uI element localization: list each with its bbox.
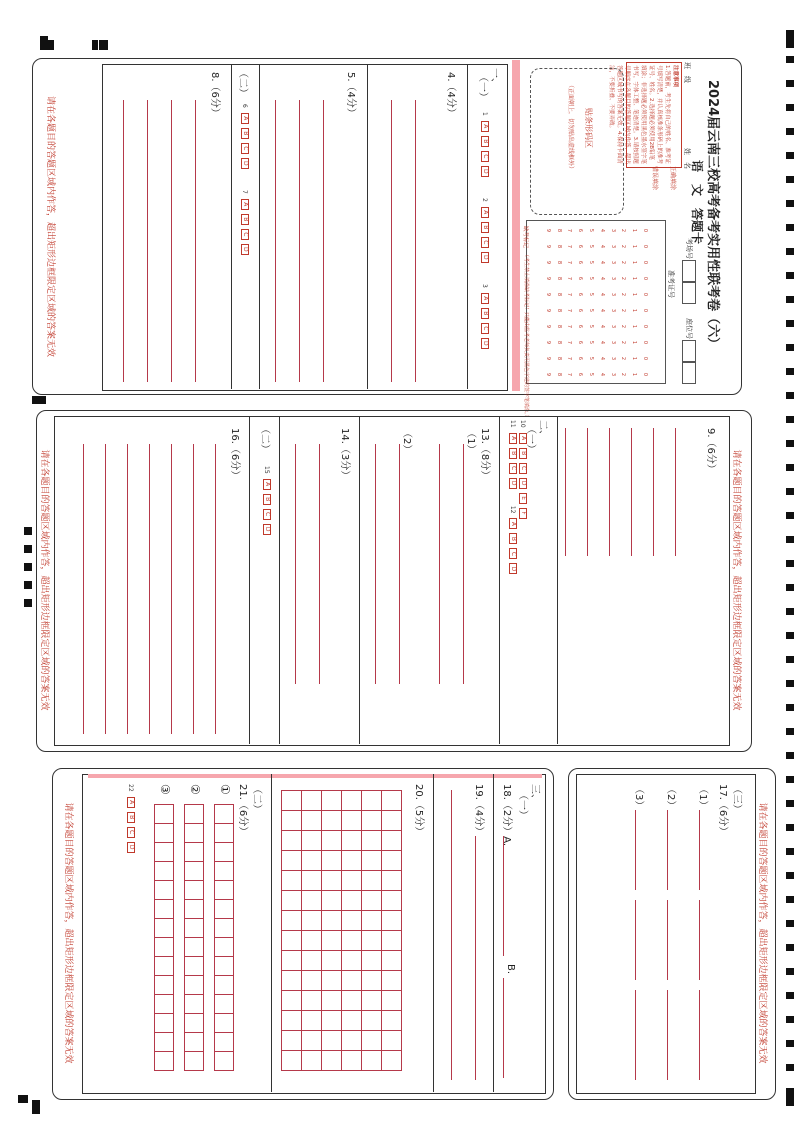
answer-line[interactable] [565,428,566,556]
mc-row[interactable]: 1ABCD 2ABCD 3ABCD [479,112,490,353]
timing-mark [786,896,794,903]
exam-room-label: 考场号 [685,238,693,259]
digit-column[interactable]: 0 1 2 3 4 5 6 7 8 9 [544,372,648,377]
q17-part3: （3） [633,784,644,811]
timing-mark [786,1088,794,1106]
timing-mark [786,704,794,711]
timing-mark [786,800,794,807]
answer-line[interactable] [147,100,148,382]
boundary-warning: 请在各题目的答题区域内作答，超出矩形边框限定区域的答案无效 [757,802,767,1064]
divider [279,416,280,744]
side-mark [48,40,54,50]
timing-mark [786,728,794,735]
mc-row[interactable]: 22ABCD [125,784,136,857]
section2-sub1: （一） [525,424,536,454]
answer-line[interactable] [171,100,172,382]
answer-line[interactable] [635,900,636,980]
timing-mark [786,824,794,831]
timing-mark [786,680,794,687]
side-mark [24,581,32,589]
answer-line[interactable] [667,990,668,1080]
q17-label: 17.（6分） [717,784,728,837]
timing-mark [786,920,794,927]
answer-line[interactable] [299,100,300,382]
digit-column[interactable]: 0 1 2 3 4 5 6 7 8 9 [544,356,648,361]
timing-mark [786,80,794,87]
q21-circle3: ③ [158,784,172,795]
q16-label: 16.（6分） [229,428,240,481]
section3-heading: 三、 [529,784,540,804]
answer-line[interactable] [503,978,504,1078]
timing-mark [786,392,794,399]
q8-label: 8.（6分） [209,72,220,118]
timing-mark [786,224,794,231]
subject-title: 语 文 答题卡 [690,160,704,245]
timing-mark [786,272,794,279]
side-mark [24,599,32,607]
answer-line[interactable] [667,810,668,890]
timing-mark [786,776,794,783]
timing-mark [786,608,794,615]
digit-column[interactable]: 0 1 2 3 4 5 6 7 8 9 [544,292,648,297]
section2-box [54,416,730,746]
timing-mark [786,656,794,663]
digit-column[interactable]: 0 1 2 3 4 5 6 7 8 9 [544,244,648,249]
divider [557,416,558,744]
timing-mark [786,848,794,855]
timing-mark [786,30,794,48]
q21-label: 21.（6分） [237,784,248,837]
writing-grid[interactable] [214,804,234,1071]
timing-mark [786,248,794,255]
barcode-label: 贴条形码区 [584,108,593,148]
timing-mark [786,152,794,159]
section3-sub1: （一） [517,790,528,820]
timing-mark [786,464,794,471]
side-mark [18,1095,28,1103]
answer-line[interactable] [195,100,196,382]
answer-line[interactable] [475,836,476,1080]
section1-sub2: （二） [237,68,248,98]
exam-room-box[interactable] [682,282,696,304]
answer-line[interactable] [503,836,504,956]
answer-line[interactable] [319,444,320,684]
timing-mark [786,992,794,999]
divider [359,416,360,744]
section2-heading: 二、 [537,420,548,440]
timing-mark [786,512,794,519]
digit-column[interactable]: 0 1 2 3 4 5 6 7 8 9 [544,260,648,265]
seat-label: 座位号 [685,318,693,339]
timing-mark [786,104,794,111]
timing-mark [786,320,794,327]
divider [231,64,232,389]
answer-line[interactable] [295,444,296,684]
timing-mark [786,440,794,447]
corner-mark [32,1100,40,1114]
answer-line[interactable] [105,444,106,734]
answer-line[interactable] [83,444,84,734]
digit-column[interactable]: 0 1 2 3 4 5 6 7 8 9 [544,308,648,313]
digit-column[interactable]: 0 1 2 3 4 5 6 7 8 9 [544,340,648,345]
side-mark [42,40,48,50]
divider [493,774,494,1092]
barcode-note: （正面朝上，切勿贴出虚线框外） [567,82,574,173]
timing-mark [786,200,794,207]
answer-line[interactable] [275,100,276,382]
q13-label: 13.（8分） [479,428,490,481]
answer-line[interactable] [631,428,632,556]
mc-row[interactable]: 15ABCD [261,466,272,539]
answer-line[interactable] [609,428,610,556]
timing-mark [786,944,794,951]
answer-line[interactable] [699,810,700,890]
timing-mark [786,536,794,543]
exam-title: 2024届云南三校高考备考实用性联考卷（六） [705,80,720,351]
section2-sub2: （二） [259,424,270,454]
q14-label: 14.（3分） [339,428,350,481]
answer-line[interactable] [171,444,172,734]
class-label: 班 级 [683,62,691,83]
answer-line[interactable] [215,444,216,734]
name-label: 姓 名 [683,148,691,169]
q18-label: 18.（2分）A. [501,784,512,847]
side-mark [99,40,104,50]
answer-line[interactable] [699,900,700,980]
timing-mark [786,344,794,351]
absent-label: 缺考标记 [522,226,528,249]
q9-label: 9.（6分） [705,428,716,474]
answer-line[interactable] [653,428,654,556]
timing-mark [786,1040,794,1047]
seat-box[interactable] [682,362,696,384]
writing-grid[interactable] [154,804,174,1071]
section-bar [88,774,542,778]
answer-line[interactable] [635,990,636,1080]
answer-line[interactable] [635,810,636,890]
section-bar [512,60,520,391]
q17-sub3: （三） [731,784,742,814]
timing-mark [786,872,794,879]
boundary-warning: 请在各题目的答题区域内作答，超出矩形边框限定区域的答案无效 [45,95,55,357]
q21-circle2: ② [188,784,202,795]
q5-label: 5.（4分） [345,72,356,118]
timing-mark [786,1064,794,1071]
timing-mark [786,632,794,639]
answer-line[interactable] [127,444,128,734]
absent-note: （考生禁止填涂缺考标记！只能由监考老师负责用黑色字迹的签字笔填涂。） [523,252,529,420]
mc-row[interactable]: 6ABCD 7ABCD [239,104,250,259]
q4-label: 4.（4分） [445,72,456,118]
answer-line[interactable] [375,444,376,684]
answer-line[interactable] [451,790,452,1080]
mc-row[interactable]: 11ABCD 12ABCD [507,420,518,578]
q17-part1: （1） [697,784,708,811]
answer-line[interactable] [415,100,416,382]
timing-mark [786,584,794,591]
timing-mark [786,176,794,183]
answer-line[interactable] [699,990,700,1080]
answer-line[interactable] [587,428,588,556]
q17-part2: （2） [665,784,676,811]
fill-example-title: 正确填涂 [669,166,676,191]
side-mark [24,545,32,553]
answer-line[interactable] [323,100,324,382]
q13-part2: （2） [401,428,412,455]
notes-box: 注意事项 1.答题前，考生先将自己的姓名、准考证号填写清楚，并认真核准条形码上的准考证号、姓名。2.选择题必须使用2B铅笔填涂；非选择题必须使用黑色墨水签字笔书写，字体工整、笔迹清楚。3.请按照题号顺序在各题目的答题区域内作答，超出答题区域书写的答案无效。4.保持卡面清洁，不要折叠、不要弄破。 [626,62,682,168]
digit-column[interactable]: 0 1 2 3 4 5 6 7 8 9 [544,276,648,281]
timing-mark [786,488,794,495]
divider [467,64,468,389]
timing-mark [786,128,794,135]
timing-mark [786,752,794,759]
q18-b: B. [505,964,516,975]
divider [271,774,272,1092]
section3-sub2: （二） [251,784,262,814]
admission-label: 准考证号 [667,270,675,298]
timing-mark [786,416,794,423]
answer-line[interactable] [391,100,392,382]
side-mark [32,396,46,404]
section1-sub1: （一） [477,72,488,102]
writing-grid[interactable] [184,804,204,1071]
answer-line[interactable] [439,444,440,684]
timing-mark [786,968,794,975]
answer-line[interactable] [675,428,676,556]
answer-line[interactable] [667,900,668,980]
timing-mark [786,56,794,63]
timing-mark [786,296,794,303]
divider [259,64,260,389]
digit-column[interactable]: 0 1 2 3 4 5 6 7 8 9 [544,228,648,233]
digit-column[interactable]: 0 1 2 3 4 5 6 7 8 9 [544,324,648,329]
divider [433,774,434,1092]
timing-mark [786,368,794,375]
exam-room-box[interactable] [682,260,696,282]
q13-part1: （1） [465,428,476,455]
q19-label: 19.（4分） [473,784,484,837]
barcode-area [530,68,624,215]
answer-line[interactable] [149,444,150,734]
q21-circle1: ① [218,784,232,795]
seat-box[interactable] [682,340,696,362]
side-mark [24,527,32,535]
boundary-warning: 请在各题目的答题区域内作答，超出矩形边框限定区域的答案无效 [731,449,741,711]
divider [499,416,500,744]
timing-mark [786,1016,794,1023]
answer-line[interactable] [463,444,464,684]
q20-label: 20.（5分） [413,784,424,837]
answer-line[interactable] [399,444,400,684]
divider [367,64,368,389]
divider [249,416,250,744]
fill-example-wrong: 错误填涂 [651,166,658,191]
boundary-warning: 请在各题目的答题区域内作答，超出矩形边框限定区域的答案无效 [39,449,49,711]
section1-heading: 一、 [489,68,500,88]
answer-line[interactable] [123,100,124,382]
writing-grid[interactable] [281,790,402,1071]
answer-line[interactable] [193,444,194,734]
mc-row[interactable]: 10ABCDEF [517,420,528,523]
boundary-warning: 请在各题目的答题区域内作答，超出矩形边框限定区域的答案无效 [63,802,73,1064]
timing-mark [786,560,794,567]
side-mark [92,40,98,50]
side-mark [24,563,32,571]
